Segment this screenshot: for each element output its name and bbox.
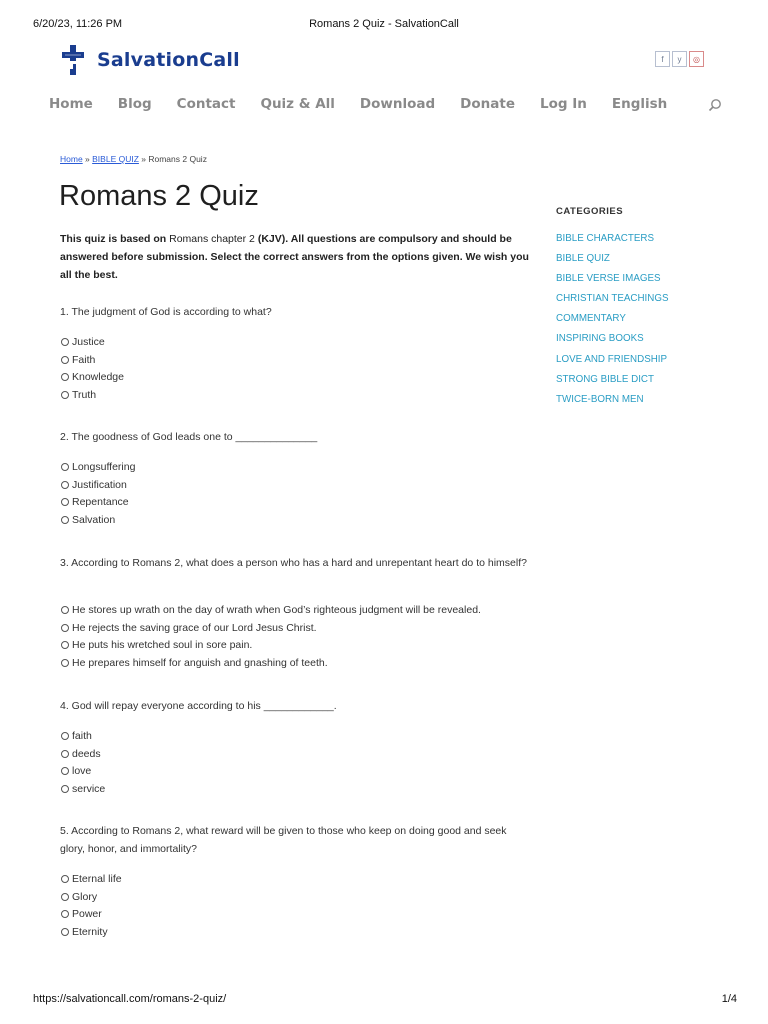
answer-option[interactable] [61,654,481,672]
facebook-icon[interactable]: f [655,51,670,67]
option-label: Justification [72,478,127,491]
intro-body: (KJV). All questions are compulsory and should be answered before submission. Select the correct answers from the options given. We wish you all the best. [60,233,529,281]
category-link[interactable]: LOVE AND FRIENDSHIP [556,353,668,365]
nav-donate[interactable]: Donate [460,96,515,112]
question-4-options [61,727,105,798]
radio-icon[interactable] [61,606,69,614]
radio-icon[interactable] [61,391,69,399]
question-1-options [61,333,124,404]
option-label: Power [72,908,102,921]
question-5: 5. According to Romans 2, what reward will be given to those who keep on doing good and seek glory, honor, and immortality? [60,825,507,855]
answer-option[interactable] [61,727,105,745]
print-page-title: Romans 2 Quiz - SalvationCall [309,18,459,30]
search-icon[interactable] [708,98,722,112]
radio-icon[interactable] [61,373,69,381]
question-3: 3. According to Romans 2, what does a person who has a hard and unrepentant heart do to himself? [60,557,527,569]
nav-quiz[interactable]: Quiz & All [260,96,335,112]
question-1: 1. The judgment of God is according to what? [60,306,272,318]
question-2: 2. The goodness of God leads one to ______________ [60,431,318,443]
print-page-number: 1/4 [721,993,737,1005]
answer-option[interactable] [61,511,135,529]
nav-language[interactable]: English [611,96,668,112]
option-label: service [72,782,106,795]
nav-blog[interactable]: Blog [117,96,152,112]
cross-logo-icon [61,45,85,75]
radio-icon[interactable] [61,785,69,793]
answer-option[interactable] [61,601,481,619]
print-footer [0,993,768,1007]
radio-icon[interactable] [61,356,69,364]
answer-option[interactable] [61,905,122,923]
radio-icon[interactable] [61,659,69,667]
category-link[interactable]: COMMENTARY [556,313,626,325]
radio-icon[interactable] [61,338,69,346]
social-links [655,51,704,67]
page-title: Romans 2 Quiz [59,180,259,212]
answer-option[interactable] [61,458,135,476]
option-label: faith [72,729,92,742]
breadcrumb-home[interactable]: Home [60,154,83,164]
radio-icon[interactable] [61,750,69,758]
breadcrumb-separator: » [82,154,93,164]
breadcrumb-bible-quiz[interactable]: BIBLE QUIZ [92,154,139,164]
option-label: He puts his wretched soul in sore pain. [72,639,253,652]
breadcrumb-current: Romans 2 Quiz [148,154,207,164]
option-label: Faith [72,353,96,366]
category-link[interactable]: TWICE-BORN MEN [556,393,644,405]
main-nav [49,96,692,116]
answer-option[interactable] [61,386,124,404]
category-link[interactable]: BIBLE VERSE IMAGES [556,273,661,285]
print-header [0,18,768,32]
intro-lead: This quiz is based on [60,233,167,245]
radio-icon[interactable] [61,875,69,883]
option-label: Justice [72,335,105,348]
radio-icon[interactable] [61,893,69,901]
answer-option[interactable] [61,368,124,386]
answer-option[interactable] [61,351,124,369]
breadcrumb [60,154,207,164]
option-label: love [72,765,92,778]
radio-icon[interactable] [61,732,69,740]
radio-icon[interactable] [61,910,69,918]
nav-contact[interactable]: Contact [176,96,236,112]
radio-icon[interactable] [61,498,69,506]
radio-icon[interactable] [61,481,69,489]
category-link[interactable]: INSPIRING BOOKS [556,333,644,345]
option-label: Knowledge [72,371,124,384]
site-name: SalvationCall [97,49,240,71]
category-link[interactable]: BIBLE CHARACTERS [556,233,654,244]
category-link[interactable]: BIBLE QUIZ [556,253,610,265]
radio-icon[interactable] [61,516,69,524]
nav-download[interactable]: Download [359,96,436,112]
answer-option[interactable] [61,636,481,654]
nav-home[interactable]: Home [49,96,93,112]
print-datetime: 6/20/23, 11:26 PM [33,18,123,30]
option-label: Eternity [72,925,108,938]
site-logo[interactable] [61,44,240,76]
print-url: https://salvationcall.com/romans-2-quiz/ [33,993,227,1005]
category-link[interactable]: CHRISTIAN TEACHINGS [556,293,669,305]
category-link[interactable]: STRONG BIBLE DICT [556,373,654,385]
option-label: Truth [72,388,97,401]
option-label: deeds [72,747,101,760]
categories-sidebar [556,206,746,410]
option-label: He rejects the saving grace of our Lord Jesus Christ. [72,621,317,634]
option-label: Repentance [72,496,129,509]
twitter-icon[interactable]: y [672,51,687,67]
option-label: Longsuffering [72,460,136,473]
answer-option[interactable] [61,923,122,941]
breadcrumb-separator: » [138,154,149,164]
question-5-options [61,870,122,941]
answer-option[interactable] [61,476,135,494]
categories-heading: CATEGORIES [556,206,624,217]
nav-login[interactable]: Log In [539,96,587,112]
radio-icon[interactable] [61,624,69,632]
option-label: Eternal life [72,872,122,885]
question-2-options [61,458,135,529]
radio-icon[interactable] [61,767,69,775]
answer-option[interactable] [61,619,481,637]
question-4: 4. God will repay everyone according to his ____________. [60,700,337,712]
instagram-icon[interactable]: ◎ [689,51,704,67]
radio-icon[interactable] [61,641,69,649]
radio-icon[interactable] [61,928,69,936]
quiz-intro [60,230,530,284]
answer-option[interactable] [61,745,105,763]
answer-option[interactable] [61,888,122,906]
option-label: He stores up wrath on the day of wrath when God’s righteous judgment will be revealed. [72,603,481,616]
option-label: Glory [72,890,98,903]
answer-option[interactable] [61,333,124,351]
question-3-options [61,601,481,672]
answer-option[interactable] [61,780,105,798]
intro-chapter: Romans chapter 2 [166,233,258,245]
answer-option[interactable] [61,493,135,511]
option-label: He prepares himself for anguish and gnashing of teeth. [72,656,328,669]
option-label: Salvation [72,513,116,526]
radio-icon[interactable] [61,463,69,471]
answer-option[interactable] [61,762,105,780]
answer-option[interactable] [61,870,122,888]
